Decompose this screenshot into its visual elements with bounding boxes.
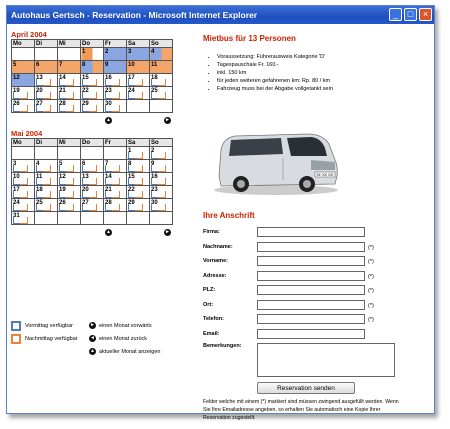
day-cell[interactable]: [104, 199, 127, 212]
day-number: 22: [128, 187, 135, 193]
day-cell[interactable]: [35, 74, 58, 87]
day-number: 18: [36, 187, 43, 193]
day-number: 22: [82, 88, 89, 94]
pm-slot-icon[interactable]: [89, 204, 97, 211]
calendar-panel: [11, 30, 186, 238]
day-cell[interactable]: [104, 160, 127, 173]
week-row: [12, 100, 173, 113]
prev-month-icon: ◄: [90, 335, 95, 341]
day-number: 3: [128, 49, 132, 55]
day-cell[interactable]: [35, 186, 58, 199]
day-number: 3: [13, 161, 17, 167]
day-cell[interactable]: [81, 199, 104, 212]
day-number: 1: [82, 49, 86, 55]
reservation-panel: [203, 34, 431, 421]
empty-cell: [58, 147, 81, 160]
empty-cell: [104, 212, 127, 225]
day-cell[interactable]: [127, 61, 150, 74]
weekday-header: Fr: [104, 40, 127, 48]
text-field[interactable]: [257, 227, 365, 237]
day-cell[interactable]: [12, 160, 35, 173]
day-cell[interactable]: [150, 160, 173, 173]
pm-slot-icon[interactable]: [89, 178, 97, 185]
required-note: Felder welche mit einem (*) markiert sind müssen zwingend ausgefüllt werden. Wenn Sie Ihre Emailadresse angeben, so erhalten Sie automatisch eine Kopie Ihrer Reservation zugestellt.: [203, 399, 399, 421]
pm-slot-icon[interactable]: [66, 191, 74, 198]
required-marker: (*): [368, 273, 374, 280]
day-number: 10: [128, 62, 135, 68]
pm-slot-icon[interactable]: [89, 79, 97, 86]
day-number: 24: [128, 88, 135, 94]
weekday-header: Di: [35, 139, 58, 147]
pm-slot-icon[interactable]: [112, 92, 120, 99]
required-marker: (*): [368, 244, 374, 251]
weekday-header: So: [150, 40, 173, 48]
day-cell[interactable]: [150, 48, 173, 61]
day-cell[interactable]: [127, 199, 150, 212]
day-cell[interactable]: [81, 48, 104, 61]
weekday-header: Mo: [12, 139, 35, 147]
next-month-icon[interactable]: ►: [165, 229, 170, 235]
day-cell[interactable]: [35, 87, 58, 100]
text-field[interactable]: [257, 314, 365, 324]
form-fields: [203, 226, 431, 342]
day-cell[interactable]: [12, 61, 35, 74]
week-row: [12, 74, 173, 87]
field-label: Nachname:: [203, 243, 233, 250]
current-month-icon[interactable]: ▲: [106, 117, 111, 123]
empty-cell: [150, 100, 173, 113]
mai-title: Mai 2004: [11, 129, 43, 138]
required-marker: (*): [368, 259, 374, 265]
day-cell[interactable]: [127, 48, 150, 61]
day-number: 4: [36, 161, 40, 167]
send-button[interactable]: Reservation senden: [257, 382, 355, 394]
pm-slot-icon[interactable]: [158, 79, 166, 86]
weekday-header: Sa: [127, 139, 150, 147]
week-row: [12, 48, 173, 61]
pm-slot-icon[interactable]: [158, 204, 166, 211]
empty-cell: [58, 212, 81, 225]
text-field[interactable]: [257, 271, 365, 281]
legend-vorwaerts: einen Monat vorwärts: [99, 323, 152, 329]
week-row: [12, 199, 173, 212]
day-cell[interactable]: [58, 186, 81, 199]
pm-slot-icon[interactable]: [43, 178, 51, 185]
text-field[interactable]: [257, 300, 365, 310]
front-hubcap: [303, 180, 311, 188]
april-calendar: [11, 39, 173, 113]
pm-slot-icon[interactable]: [20, 105, 28, 112]
pm-slot-icon[interactable]: [43, 79, 51, 86]
day-number: 7: [105, 161, 109, 167]
pm-slot-icon[interactable]: [43, 105, 51, 112]
pm-slot-icon[interactable]: [135, 191, 143, 198]
pm-slot-icon[interactable]: [20, 191, 28, 198]
day-cell[interactable]: [35, 199, 58, 212]
feature-item: • Tagespauschale Fr. 160.-: [217, 61, 431, 69]
pm-slot-icon[interactable]: [158, 152, 166, 159]
day-cell[interactable]: [35, 160, 58, 173]
day-number: 30: [105, 101, 112, 107]
current-month-icon[interactable]: ▲: [106, 229, 111, 235]
day-cell[interactable]: [35, 173, 58, 186]
day-number: 13: [82, 174, 89, 180]
day-number: 29: [128, 200, 135, 206]
day-cell[interactable]: [127, 160, 150, 173]
week-row: [12, 173, 173, 186]
pm-slot-icon[interactable]: [135, 178, 143, 185]
empty-cell: [104, 147, 127, 160]
feature-item: • für jeden weiteren gefahrenen km: Rp. 80 / km: [217, 77, 431, 85]
day-number: 8: [128, 161, 132, 167]
day-cell[interactable]: [150, 74, 173, 87]
day-cell[interactable]: [127, 173, 150, 186]
pm-slot-icon[interactable]: [43, 165, 51, 172]
day-cell[interactable]: [58, 173, 81, 186]
weekday-header: Mo: [12, 40, 35, 48]
day-number: 10: [13, 174, 20, 180]
weekday-header: Fr: [104, 139, 127, 147]
rear-hubcap: [237, 180, 245, 188]
day-cell[interactable]: [104, 186, 127, 199]
day-cell[interactable]: [12, 199, 35, 212]
day-cell[interactable]: [12, 100, 35, 113]
form-title: Ihre Anschrift: [203, 211, 255, 220]
day-number: 31: [13, 213, 20, 219]
day-number: 21: [59, 88, 66, 94]
pm-slot-icon[interactable]: [158, 178, 166, 185]
next-month-icon: ►: [90, 322, 95, 328]
day-cell[interactable]: [150, 186, 173, 199]
feature-item: • Voraussetzung: Führerausweis Kategorie 'D': [217, 53, 431, 61]
empty-cell: [12, 147, 35, 160]
pm-slot-icon[interactable]: [112, 178, 120, 185]
required-marker: (*): [368, 302, 374, 309]
day-number: 19: [13, 88, 20, 94]
week-row: [12, 87, 173, 100]
day-number: 6: [82, 161, 86, 167]
form-row: [203, 299, 431, 314]
day-cell[interactable]: [58, 100, 81, 113]
day-number: 20: [36, 88, 43, 94]
day-number: 26: [59, 200, 66, 206]
day-cell[interactable]: [150, 61, 173, 74]
field-label: Ort:: [203, 301, 214, 308]
day-number: 23: [151, 187, 158, 193]
legend-aktuell: aktueller Monat anzeigen: [99, 349, 161, 355]
day-number: 19: [59, 187, 66, 193]
day-number: 14: [59, 75, 66, 81]
day-number: 30: [151, 200, 158, 206]
day-cell[interactable]: [150, 87, 173, 100]
day-number: 29: [82, 101, 89, 107]
offer-title: Mietbus für 13 Personen: [203, 34, 296, 43]
day-cell[interactable]: [127, 186, 150, 199]
april-nav: [11, 115, 173, 126]
day-number: 1: [128, 148, 132, 154]
pm-slot-icon[interactable]: [20, 178, 28, 185]
day-number: 20: [82, 187, 89, 193]
pm-slot-icon[interactable]: [20, 217, 28, 224]
day-cell[interactable]: [104, 61, 127, 74]
text-field[interactable]: [257, 256, 365, 266]
weekday-header: Di: [35, 40, 58, 48]
title-bar: [7, 6, 434, 24]
weekday-header: Mi: [58, 139, 81, 147]
week-row: [12, 212, 173, 225]
day-number: 11: [151, 62, 158, 68]
day-cell[interactable]: [104, 74, 127, 87]
day-cell[interactable]: [58, 199, 81, 212]
feature-item: • Fahrzeug muss bei der Abgabe vollgetankt sein: [217, 85, 431, 93]
next-month-icon[interactable]: ►: [165, 117, 170, 123]
pm-slot-icon[interactable]: [89, 191, 97, 198]
empty-cell: [58, 48, 81, 61]
feature-list: [217, 53, 431, 93]
day-number: 16: [151, 174, 158, 180]
day-cell[interactable]: [81, 100, 104, 113]
minimize-button[interactable]: _: [389, 8, 402, 21]
day-cell[interactable]: [127, 87, 150, 100]
day-number: 9: [151, 161, 155, 167]
day-number: 4: [151, 49, 155, 55]
day-cell[interactable]: [35, 100, 58, 113]
day-cell[interactable]: [81, 74, 104, 87]
day-number: 8: [82, 62, 86, 68]
empty-cell: [81, 147, 104, 160]
required-marker: (*): [368, 288, 374, 294]
day-cell[interactable]: [35, 61, 58, 74]
text-field[interactable]: [257, 285, 365, 295]
pm-slot-icon[interactable]: [66, 165, 74, 172]
day-number: 13: [36, 75, 43, 81]
day-number: 27: [82, 200, 89, 206]
pm-slot-icon[interactable]: [43, 204, 51, 211]
van-image: [211, 130, 341, 196]
pm-slot-icon[interactable]: [112, 204, 120, 211]
week-row: [12, 61, 173, 74]
legend-zurueck: einen Monat zurück: [99, 336, 147, 342]
close-button[interactable]: ×: [419, 8, 432, 21]
pm-slot-icon[interactable]: [112, 191, 120, 198]
day-number: 26: [13, 101, 20, 107]
weekday-header: Do: [81, 40, 104, 48]
pm-slot-icon[interactable]: [20, 204, 28, 211]
day-number: 25: [151, 88, 158, 94]
day-number: 15: [82, 75, 89, 81]
day-number: 9: [105, 62, 109, 68]
day-cell[interactable]: [12, 212, 35, 225]
day-cell[interactable]: [81, 87, 104, 100]
day-cell[interactable]: [12, 87, 35, 100]
day-cell[interactable]: [58, 74, 81, 87]
browser-window: [6, 5, 435, 421]
pm-slot-icon[interactable]: [89, 165, 97, 172]
weekday-header: So: [150, 139, 173, 147]
day-cell[interactable]: [81, 173, 104, 186]
weekday-header: Sa: [127, 40, 150, 48]
form-row: [203, 284, 431, 299]
day-cell[interactable]: [58, 87, 81, 100]
pm-slot-icon[interactable]: [135, 165, 143, 172]
day-cell[interactable]: [81, 160, 104, 173]
weekday-header-row: [12, 40, 173, 48]
week-row: [12, 160, 173, 173]
field-label: Vorname:: [203, 258, 228, 264]
weekday-header: Do: [81, 139, 104, 147]
bemerkungen-textarea[interactable]: [257, 343, 395, 377]
day-number: 24: [13, 200, 20, 206]
day-number: 17: [13, 187, 20, 193]
empty-cell: [127, 100, 150, 113]
day-number: 21: [105, 187, 112, 193]
bemerkungen-label: Bemerkungen:: [203, 343, 242, 349]
day-cell[interactable]: [58, 61, 81, 74]
day-number: 16: [105, 75, 112, 81]
day-cell[interactable]: [12, 173, 35, 186]
day-number: 25: [36, 200, 43, 206]
weekday-header: Mi: [58, 40, 81, 48]
empty-cell: [127, 212, 150, 225]
field-label: Telefon:: [203, 316, 224, 322]
form-row: [203, 255, 431, 270]
day-cell[interactable]: [127, 147, 150, 160]
day-number: 28: [105, 200, 112, 206]
pm-slot-icon[interactable]: [89, 92, 97, 99]
day-number: 12: [59, 174, 66, 180]
van-shadow: [214, 185, 338, 195]
field-label: Adresse:: [203, 272, 227, 279]
pm-slot-icon[interactable]: [158, 92, 166, 99]
day-number: 27: [36, 101, 43, 107]
pm-slot-icon[interactable]: [43, 191, 51, 198]
legend: [11, 321, 186, 360]
empty-cell: [35, 48, 58, 61]
page-content: [7, 24, 434, 421]
mai-calendar: [11, 138, 173, 225]
pm-slot-icon[interactable]: [158, 165, 166, 172]
day-cell[interactable]: [12, 186, 35, 199]
day-number: 5: [13, 62, 17, 68]
empty-cell: [81, 212, 104, 225]
feature-item: • inkl. 150 km: [217, 69, 431, 77]
pm-slot-icon[interactable]: [66, 79, 74, 86]
day-number: 23: [105, 88, 112, 94]
day-number: 12: [13, 75, 20, 81]
form-row: [203, 270, 431, 285]
pm-slot-icon[interactable]: [158, 191, 166, 198]
pm-slot-icon[interactable]: [135, 204, 143, 211]
pm-slot-icon[interactable]: [112, 105, 120, 112]
pm-slot-icon[interactable]: [66, 178, 74, 185]
pm-slot-icon[interactable]: [66, 92, 74, 99]
address-form: [203, 211, 431, 421]
day-number: 2: [151, 148, 155, 154]
current-month-icon: ▲: [90, 348, 95, 354]
day-cell[interactable]: [12, 74, 35, 87]
day-number: 28: [59, 101, 66, 107]
empty-cell: [150, 212, 173, 225]
day-cell[interactable]: [104, 87, 127, 100]
legend-nachmittag: Nachmittag verfügbar: [25, 336, 78, 342]
day-number: 17: [128, 75, 135, 81]
day-cell[interactable]: [58, 160, 81, 173]
pm-slot-icon[interactable]: [135, 92, 143, 99]
weekday-header-row: [12, 139, 173, 147]
field-label: PLZ:: [203, 287, 216, 293]
license-plate-text: BE 000 000: [316, 173, 334, 177]
pm-slot-icon[interactable]: [20, 165, 28, 172]
empty-cell: [35, 147, 58, 160]
required-marker: (*): [368, 317, 374, 323]
day-number: 14: [105, 174, 112, 180]
form-row: [203, 226, 431, 241]
form-row: [203, 313, 431, 328]
window-title: Autohaus Gertsch - Reservation - Microsoft Internet Explorer: [11, 10, 258, 20]
day-cell[interactable]: [81, 61, 104, 74]
day-cell[interactable]: [104, 48, 127, 61]
form-row: [203, 328, 431, 343]
form-row: [203, 241, 431, 256]
pm-slot-icon[interactable]: [135, 79, 143, 86]
nachmittag-swatch: [11, 334, 21, 344]
pm-slot-icon[interactable]: [66, 204, 74, 211]
bemerkungen-block: [203, 343, 431, 421]
week-row: [12, 147, 173, 160]
day-number: 15: [128, 174, 135, 180]
day-number: 18: [151, 75, 158, 81]
maximize-button[interactable]: □: [404, 8, 417, 21]
pm-slot-icon[interactable]: [112, 165, 120, 172]
day-cell[interactable]: [104, 173, 127, 186]
field-label: Firma:: [203, 229, 220, 235]
pm-slot-icon[interactable]: [20, 92, 28, 99]
text-field[interactable]: [257, 242, 365, 252]
day-cell[interactable]: [81, 186, 104, 199]
day-number: 5: [59, 161, 63, 167]
day-number: 7: [59, 62, 63, 68]
day-cell[interactable]: [104, 100, 127, 113]
van-side-windows: [229, 138, 283, 156]
mai-nav: [11, 227, 173, 238]
pm-slot-icon[interactable]: [89, 105, 97, 112]
day-cell[interactable]: [150, 199, 173, 212]
pm-slot-icon[interactable]: [43, 92, 51, 99]
field-label: Email:: [203, 330, 220, 337]
pm-slot-icon[interactable]: [135, 152, 143, 159]
april-title: April 2004: [11, 30, 47, 39]
day-number: 6: [36, 62, 40, 68]
empty-cell: [12, 48, 35, 61]
vormittag-swatch: [11, 321, 21, 331]
day-number: 2: [105, 49, 109, 55]
legend-vormittag: Vormittag verfügbar: [25, 323, 73, 329]
day-cell[interactable]: [150, 173, 173, 186]
text-field[interactable]: [257, 329, 365, 339]
empty-cell: [35, 212, 58, 225]
day-cell[interactable]: [127, 74, 150, 87]
pm-slot-icon[interactable]: [112, 79, 120, 86]
day-cell[interactable]: [150, 147, 173, 160]
day-number: 11: [36, 174, 43, 180]
week-row: [12, 186, 173, 199]
pm-slot-icon[interactable]: [66, 105, 74, 112]
